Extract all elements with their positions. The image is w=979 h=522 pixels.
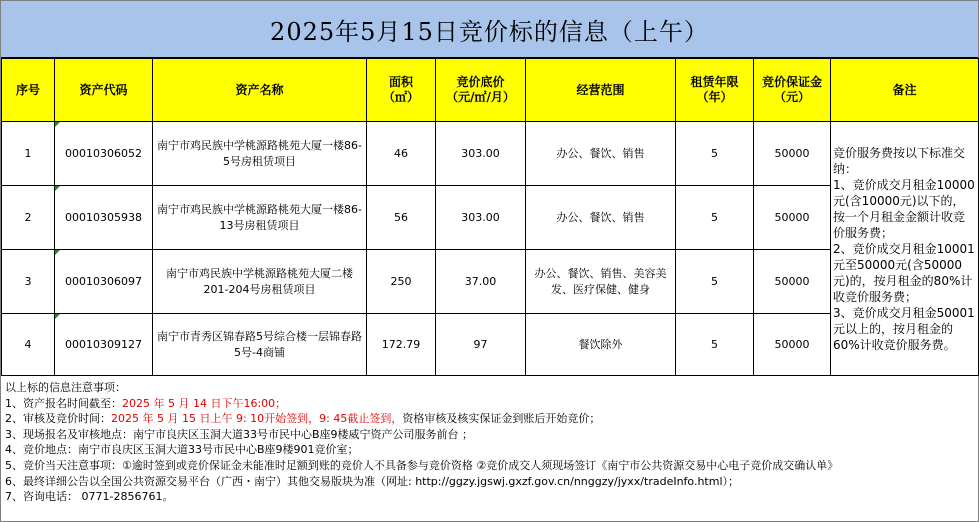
- note-item: 7、咨询电话： 0771-2856761。: [5, 490, 174, 504]
- col-header-reserve-price: 竞价底价 （元/㎡/月）: [436, 59, 526, 122]
- cell-asset-code: 00010305938: [55, 186, 153, 250]
- cell-index: 3: [2, 250, 55, 314]
- cell-asset-name: 南宁市鸡民族中学桃源路桃苑大厦一楼86-5号房租赁项目: [153, 122, 367, 186]
- cell-asset-name: 南宁市鸡民族中学桃源路桃苑大厦二楼201-204号房租赁项目: [153, 250, 367, 314]
- cell-reserve-price: 303.00: [436, 186, 526, 250]
- cell-business-scope: 办公、餐饮、销售、美容美发、医疗保健、健身: [526, 250, 676, 314]
- cell-area: 46: [367, 122, 436, 186]
- cell-lease-term: 5: [676, 122, 754, 186]
- cell-index: 4: [2, 314, 55, 376]
- col-header-index: 序号: [2, 59, 55, 122]
- col-header-asset-name: 资产名称: [153, 59, 367, 122]
- cell-area: 56: [367, 186, 436, 250]
- col-header-business-scope: 经营范围: [526, 59, 676, 122]
- cell-business-scope: 办公、餐饮、销售: [526, 122, 676, 186]
- cell-deposit: 50000: [754, 122, 831, 186]
- note-highlight: 2025 年 5 月 15 日上午 9: 10开始签到，9: 45截止签到，: [111, 412, 403, 426]
- cell-deposit: 50000: [754, 314, 831, 376]
- note-text: 资格审核及核实保证金到账后开始竞价；: [402, 412, 601, 426]
- notes-section: [1, 376, 978, 505]
- cell-asset-name: 南宁市鸡民族中学桃源路桃苑大厦一楼86-13号房租赁项目: [153, 186, 367, 250]
- cell-asset-code: 00010306052: [55, 122, 153, 186]
- cell-lease-term: 5: [676, 314, 754, 376]
- col-header-deposit: 竞价保证金 （元）: [754, 59, 831, 122]
- cell-business-scope: 餐饮除外: [526, 314, 676, 376]
- bid-table: [1, 58, 979, 376]
- header-row: [2, 59, 979, 122]
- cell-asset-code: 00010306097: [55, 250, 153, 314]
- cell-reserve-price: 303.00: [436, 122, 526, 186]
- cell-index: 2: [2, 186, 55, 250]
- cell-deposit: 50000: [754, 250, 831, 314]
- cell-lease-term: 5: [676, 186, 754, 250]
- cell-deposit: 50000: [754, 186, 831, 250]
- cell-reserve-price: 37.00: [436, 250, 526, 314]
- cell-remark: 竞价服务费按以下标准交纳： 1、竞价成交月租金10000元(含10000元)以下的，按一个月租金金额计收竞价服务费； 2、竞价成交月租金10001元至50000元(含50000元)的，按月租金的80%计收竞价服务费； 3、竞价成交月租金50001元以上的，按月租金的60%计收竞价服务费。: [831, 122, 979, 376]
- cell-asset-name: 南宁市青秀区锦春路5号综合楼一层锦春路5号-4商铺: [153, 314, 367, 376]
- cell-area: 172.79: [367, 314, 436, 376]
- col-header-area: 面积 （㎡）: [367, 59, 436, 122]
- note-highlight: 2025 年 5 月 14 日下午16:00；: [122, 396, 287, 410]
- note-item: 3、现场报名及审核地点：南宁市良庆区玉洞大道33号市民中心B座9楼威宁资产公司服务前台 ；: [5, 427, 474, 441]
- col-header-remark: 备注: [831, 59, 979, 122]
- notes-heading: 以上标的信息注意事项：: [5, 381, 126, 394]
- col-header-asset-code: 资产代码: [55, 59, 153, 122]
- note-item: 5、竞价当天注意事项：①逾时签到或竞价保证金未能准时足额到账的竞价人不具备参与竞价资格 ②竞价成交人须现场签订《南宁市公共资源交易中心电子竞价成交确认单》: [5, 458, 839, 472]
- cell-reserve-price: 97: [436, 314, 526, 376]
- col-header-lease-term: 租赁年限 （年）: [676, 59, 754, 122]
- cell-business-scope: 办公、餐饮、销售: [526, 186, 676, 250]
- note-item: 6、最终详细公告以全国公共资源交易平台（广西・南宁）其他交易版块为准（网址: http://ggzy.jgswj.gxzf.gov.cn/nnggzy/jyxx/tradeInfo.html）；: [5, 474, 740, 488]
- cell-area: 250: [367, 250, 436, 314]
- note-item: [5, 396, 974, 412]
- note-item: [5, 411, 974, 427]
- cell-asset-code: 00010309127: [55, 314, 153, 376]
- table-row: [2, 122, 979, 186]
- cell-index: 1: [2, 122, 55, 186]
- note-label: 1、资产报名时间截至：: [5, 396, 122, 410]
- sheet-title: 2025年5月15日竞价标的信息（上午）: [1, 1, 978, 58]
- note-label: 2、审核及竞价时间：: [5, 412, 111, 426]
- cell-lease-term: 5: [676, 250, 754, 314]
- note-item: 4、竞价地点：南宁市良庆区玉洞大道33号市民中心B座9楼901竞价室；: [5, 443, 359, 457]
